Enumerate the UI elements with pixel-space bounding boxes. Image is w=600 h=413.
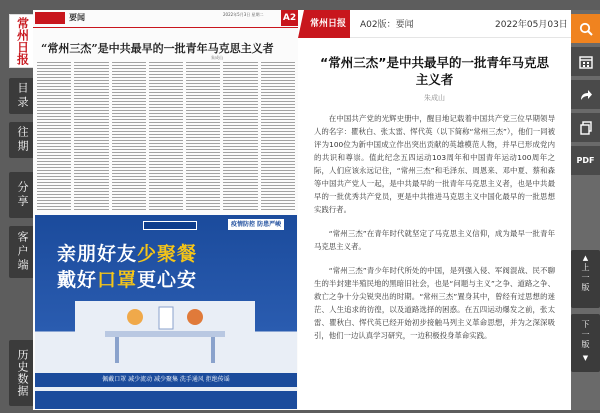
article-title: “常州三杰”是中共最早的一批青年马克思主义者 [320,55,549,87]
paper-section: 要闻 [69,12,85,22]
copy-icon [579,121,593,135]
paper-page-number: A2 [281,10,298,26]
paper-text-columns[interactable] [37,62,295,210]
left-nav [9,0,35,413]
search-icon [579,22,593,36]
triangle-up-icon: ▲ [582,254,589,262]
public-service-ad[interactable] [35,215,297,409]
article-paragraph: “常州三杰”在青年时代就坚定了马克思主义信仰，成为最早一批青年马克思主义者。 [314,229,555,251]
search-button[interactable] [571,14,600,43]
newspaper-page[interactable] [33,10,298,410]
share-arrow-icon [579,88,593,102]
text-column [186,62,220,210]
article-body [314,112,555,342]
ad-dining-illustration [75,301,255,369]
ad-logo-strip [143,221,197,230]
brand-logo[interactable]: 常州日报 [9,14,35,68]
ad-slogan-line2: 戴好口罩更心安 [57,269,198,291]
text-column [261,62,295,210]
nav-history-button[interactable]: 历史数据 [9,340,35,406]
prev-page-label: 上 一 版 [581,263,590,292]
paper-masthead [33,10,298,28]
calendar-icon [579,55,593,69]
pdf-button[interactable]: PDF [571,146,600,175]
article-paragraph: “常州三杰”青少年时代所处的中国，是列强入侵、军阀混战、民不聊生的半封建半殖民地的黑暗旧社会，也是“问题与主义”之争、道路之争、救亡之争十分尖锐突出的时期。“常州三杰”置身其中，曾经有过思想的迷茫、人生追求的彷徨，以及道路选择的困惑。在五四运动爆发之前，张太雷、瞿秋白、恽代英已经开始初步接触马列主义革命思想，并为之深深吸引，他们一边认真学习研究，一边积极投身革命实践。 [314,266,555,340]
text-column [149,62,183,210]
prev-page-button[interactable] [571,250,600,308]
paper-logo [35,12,65,24]
triangle-down-icon: ▼ [582,354,589,362]
text-column [37,62,71,210]
text-column [223,62,257,210]
text-column [74,62,108,210]
article-logo: 常州日报 [298,10,350,38]
text-column [112,62,146,210]
article-header [298,10,571,38]
ad-slogan-line1: 亲朋好友少聚餐 [57,243,198,265]
right-toolbar [571,10,600,410]
paper-date: 2022年5月3日 星期二 [223,12,264,17]
ad-footer [35,391,297,409]
ad-subline: 佩戴口罩 减少流动 减少聚集 洗手通风 拒绝传谣 [35,373,297,387]
paper-headline[interactable]: “常州三杰”是中共最早的一批青年马克思主义者 [41,42,274,55]
copy-button[interactable] [571,113,600,142]
nav-client-button[interactable]: 客户端 [9,226,35,278]
nav-catalog-button[interactable]: 目录 [9,78,35,114]
share-button[interactable] [571,80,600,109]
nav-archive-button[interactable]: 往期 [9,122,35,158]
next-page-label: 下 一 版 [581,320,590,349]
article-date: 2022年05月03日 [495,20,568,30]
article-author: 朱成山 [424,94,445,102]
paper-author: 朱成山 [211,55,223,60]
calendar-button[interactable] [571,47,600,76]
article-panel [298,10,571,410]
next-page-button[interactable] [571,314,600,372]
article-edition: A02版：要闻 [360,20,414,30]
nav-share-button[interactable]: 分享 [9,172,35,218]
ad-badge: 疫情防控 防患严峻 [228,219,284,230]
article-paragraph: 在中国共产党的光辉史册中，醒目地记载着中国共产党三位早期领导人的名字：瞿秋白、张太雷、恽代英（以下简称“常州三杰”），他们一同被评为100位为新中国成立作出突出贡献的英雄模范人物，并早已形成党内的共识和尊崇。值此纪念五四运动103周年和中国青年运动100周年之际，人们应该永远记住，“常州三杰”和毛泽东、周恩来、邓中夏、蔡和森等中国共产党人一起，是中共最早的一批青年马克思主义者，也是中共最早的一批优秀共产党员，更是中共推进马克思主义中国化最早的一批思想实践行者。 [314,114,555,214]
